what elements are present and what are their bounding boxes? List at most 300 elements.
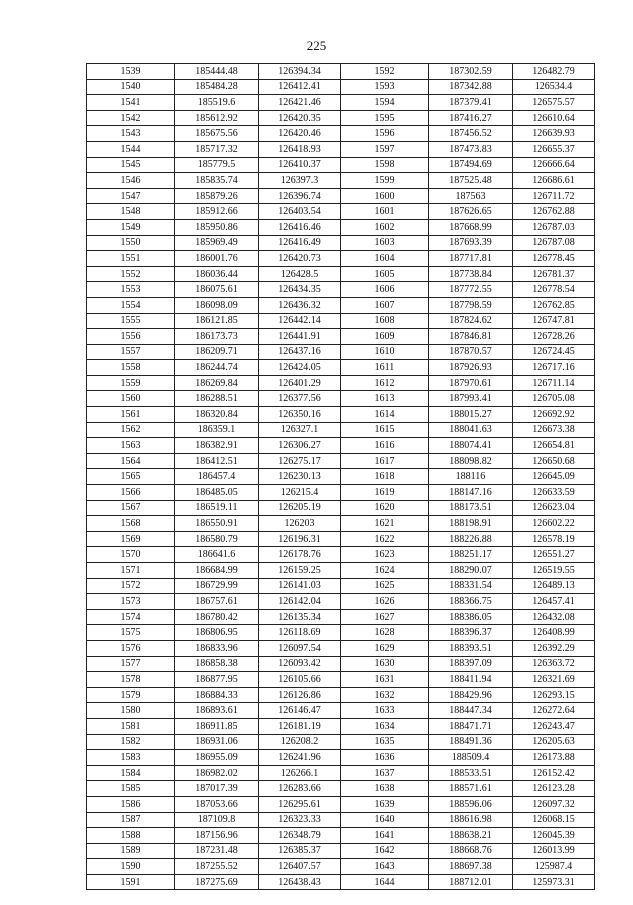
y-coordinate-cell: 126787.03: [513, 219, 595, 235]
table-row: [87, 812, 595, 828]
point-number-cell: 1611: [341, 360, 429, 376]
y-coordinate-cell: 126377.56: [259, 391, 341, 407]
x-coordinate-cell: 186641.6: [175, 547, 259, 563]
point-number-cell: 1569: [87, 531, 175, 547]
x-coordinate-cell: 187525.48: [429, 173, 513, 189]
table-row: [87, 204, 595, 220]
point-number-cell: 1586: [87, 796, 175, 812]
y-coordinate-cell: 126181.19: [259, 718, 341, 734]
point-number-cell: 1606: [341, 282, 429, 298]
x-coordinate-cell: 185675.56: [175, 126, 259, 142]
y-coordinate-cell: 126146.47: [259, 703, 341, 719]
point-number-cell: 1557: [87, 344, 175, 360]
x-coordinate-cell: 188533.51: [429, 765, 513, 781]
point-number-cell: 1607: [341, 297, 429, 313]
y-coordinate-cell: 126205.19: [259, 500, 341, 516]
page-number: 225: [306, 38, 327, 53]
point-number-cell: 1615: [341, 422, 429, 438]
table-row: [87, 578, 595, 594]
table-row: [87, 531, 595, 547]
point-number-cell: 1629: [341, 640, 429, 656]
x-coordinate-cell: 187416.27: [429, 110, 513, 126]
x-coordinate-cell: 187017.39: [175, 781, 259, 797]
x-coordinate-cell: 186288.51: [175, 391, 259, 407]
x-coordinate-cell: 187473.83: [429, 141, 513, 157]
point-number-cell: 1641: [341, 828, 429, 844]
y-coordinate-cell: 126416.46: [259, 219, 341, 235]
x-coordinate-cell: 187626.65: [429, 204, 513, 220]
x-coordinate-cell: 186858.38: [175, 656, 259, 672]
x-coordinate-cell: 187275.69: [175, 874, 259, 890]
table-row: [87, 360, 595, 376]
point-number-cell: 1600: [341, 188, 429, 204]
y-coordinate-cell: 126666.64: [513, 157, 595, 173]
table-row: [87, 297, 595, 313]
y-coordinate-cell: 126407.57: [259, 859, 341, 875]
point-number-cell: 1542: [87, 110, 175, 126]
y-coordinate-cell: 126142.04: [259, 594, 341, 610]
table-row: [87, 874, 595, 890]
point-number-cell: 1621: [341, 516, 429, 532]
point-number-cell: 1617: [341, 453, 429, 469]
y-coordinate-cell: 126421.46: [259, 95, 341, 111]
table-row: [87, 640, 595, 656]
point-number-cell: 1587: [87, 812, 175, 828]
x-coordinate-cell: 185444.48: [175, 64, 259, 80]
point-number-cell: 1592: [341, 64, 429, 80]
y-coordinate-cell: 126105.66: [259, 672, 341, 688]
point-number-cell: 1545: [87, 157, 175, 173]
point-number-cell: 1609: [341, 329, 429, 345]
x-coordinate-cell: 187563: [429, 188, 513, 204]
point-number-cell: 1603: [341, 235, 429, 251]
y-coordinate-cell: 126705.08: [513, 391, 595, 407]
x-coordinate-cell: 188668.76: [429, 843, 513, 859]
point-number-cell: 1561: [87, 407, 175, 423]
table-row: [87, 235, 595, 251]
table-row: [87, 843, 595, 859]
y-coordinate-cell: 126173.88: [513, 750, 595, 766]
point-number-cell: 1596: [341, 126, 429, 142]
y-coordinate-cell: 126578.19: [513, 531, 595, 547]
y-coordinate-cell: 126266.1: [259, 765, 341, 781]
point-number-cell: 1579: [87, 687, 175, 703]
y-coordinate-cell: 126724.45: [513, 344, 595, 360]
table-row: [87, 687, 595, 703]
y-coordinate-cell: 126482.79: [513, 64, 595, 80]
table-row: [87, 703, 595, 719]
x-coordinate-cell: 187456.52: [429, 126, 513, 142]
x-coordinate-cell: 188697.38: [429, 859, 513, 875]
point-number-cell: 1560: [87, 391, 175, 407]
x-coordinate-cell: 187342.88: [429, 79, 513, 95]
x-coordinate-cell: 186382.91: [175, 438, 259, 454]
x-coordinate-cell: 185879.26: [175, 188, 259, 204]
x-coordinate-cell: 188411.94: [429, 672, 513, 688]
table-row: [87, 859, 595, 875]
y-coordinate-cell: 126673.38: [513, 422, 595, 438]
point-number-cell: 1573: [87, 594, 175, 610]
y-coordinate-cell: 126283.66: [259, 781, 341, 797]
point-number-cell: 1570: [87, 547, 175, 563]
x-coordinate-cell: 186911.85: [175, 718, 259, 734]
x-coordinate-cell: 187053.66: [175, 796, 259, 812]
y-coordinate-cell: 126410.37: [259, 157, 341, 173]
point-number-cell: 1540: [87, 79, 175, 95]
table-row: [87, 407, 595, 423]
point-number-cell: 1638: [341, 781, 429, 797]
y-coordinate-cell: 126408.99: [513, 625, 595, 641]
x-coordinate-cell: 186519.11: [175, 500, 259, 516]
point-number-cell: 1602: [341, 219, 429, 235]
y-coordinate-cell: 126203: [259, 516, 341, 532]
y-coordinate-cell: 126519.55: [513, 563, 595, 579]
y-coordinate-cell: 126654.81: [513, 438, 595, 454]
y-coordinate-cell: 126401.29: [259, 375, 341, 391]
y-coordinate-cell: 126412.41: [259, 79, 341, 95]
table-row: [87, 188, 595, 204]
table-row: [87, 796, 595, 812]
table-row: [87, 422, 595, 438]
table-row: [87, 563, 595, 579]
table-row: [87, 375, 595, 391]
y-coordinate-cell: 126418.93: [259, 141, 341, 157]
point-number-cell: 1565: [87, 469, 175, 485]
y-coordinate-cell: 126416.49: [259, 235, 341, 251]
point-number-cell: 1551: [87, 251, 175, 267]
x-coordinate-cell: 188491.36: [429, 734, 513, 750]
x-coordinate-cell: 187109.8: [175, 812, 259, 828]
y-coordinate-cell: 126428.5: [259, 266, 341, 282]
point-number-cell: 1624: [341, 563, 429, 579]
point-number-cell: 1563: [87, 438, 175, 454]
y-coordinate-cell: 126436.32: [259, 297, 341, 313]
point-number-cell: 1618: [341, 469, 429, 485]
y-coordinate-cell: 126272.64: [513, 703, 595, 719]
y-coordinate-cell: 126551.27: [513, 547, 595, 563]
y-coordinate-cell: 125973.31: [513, 874, 595, 890]
table-row: [87, 219, 595, 235]
table-row: [87, 329, 595, 345]
point-number-cell: 1585: [87, 781, 175, 797]
x-coordinate-cell: 187255.52: [175, 859, 259, 875]
y-coordinate-cell: 126432.08: [513, 609, 595, 625]
x-coordinate-cell: 186457.4: [175, 469, 259, 485]
point-number-cell: 1620: [341, 500, 429, 516]
x-coordinate-cell: 188471.71: [429, 718, 513, 734]
y-coordinate-cell: 126097.54: [259, 640, 341, 656]
table-row: [87, 126, 595, 142]
point-number-cell: 1630: [341, 656, 429, 672]
point-number-cell: 1608: [341, 313, 429, 329]
y-coordinate-cell: 126293.15: [513, 687, 595, 703]
x-coordinate-cell: 185969.49: [175, 235, 259, 251]
y-coordinate-cell: 126135.34: [259, 609, 341, 625]
x-coordinate-cell: 187302.59: [429, 64, 513, 80]
y-coordinate-cell: 126275.17: [259, 453, 341, 469]
x-coordinate-cell: 186075.61: [175, 282, 259, 298]
x-coordinate-cell: 188386.05: [429, 609, 513, 625]
x-coordinate-cell: 186244.74: [175, 360, 259, 376]
point-number-cell: 1627: [341, 609, 429, 625]
x-coordinate-cell: 187824.62: [429, 313, 513, 329]
point-number-cell: 1628: [341, 625, 429, 641]
y-coordinate-cell: 126534.4: [513, 79, 595, 95]
point-number-cell: 1623: [341, 547, 429, 563]
table-row: [87, 656, 595, 672]
y-coordinate-cell: 126215.4: [259, 485, 341, 501]
point-number-cell: 1636: [341, 750, 429, 766]
point-number-cell: 1597: [341, 141, 429, 157]
y-coordinate-cell: 126420.46: [259, 126, 341, 142]
x-coordinate-cell: 188198.91: [429, 516, 513, 532]
point-number-cell: 1576: [87, 640, 175, 656]
y-coordinate-cell: 126385.37: [259, 843, 341, 859]
point-number-cell: 1572: [87, 578, 175, 594]
table-row: [87, 781, 595, 797]
x-coordinate-cell: 188596.06: [429, 796, 513, 812]
y-coordinate-cell: 126645.09: [513, 469, 595, 485]
y-coordinate-cell: 126437.16: [259, 344, 341, 360]
y-coordinate-cell: 126348.79: [259, 828, 341, 844]
point-number-cell: 1619: [341, 485, 429, 501]
point-number-cell: 1553: [87, 282, 175, 298]
point-number-cell: 1588: [87, 828, 175, 844]
table-row: [87, 141, 595, 157]
x-coordinate-cell: 187668.99: [429, 219, 513, 235]
point-number-cell: 1566: [87, 485, 175, 501]
table-body: [87, 64, 595, 890]
x-coordinate-cell: 186121.85: [175, 313, 259, 329]
x-coordinate-cell: 186931.06: [175, 734, 259, 750]
point-number-cell: 1640: [341, 812, 429, 828]
y-coordinate-cell: 126403.54: [259, 204, 341, 220]
y-coordinate-cell: 126711.72: [513, 188, 595, 204]
y-coordinate-cell: 126762.88: [513, 204, 595, 220]
y-coordinate-cell: 126178.76: [259, 547, 341, 563]
y-coordinate-cell: 126321.69: [513, 672, 595, 688]
point-number-cell: 1562: [87, 422, 175, 438]
point-number-cell: 1604: [341, 251, 429, 267]
table-row: [87, 516, 595, 532]
x-coordinate-cell: 185519.6: [175, 95, 259, 111]
y-coordinate-cell: 126152.42: [513, 765, 595, 781]
y-coordinate-cell: 126141.03: [259, 578, 341, 594]
point-number-cell: 1558: [87, 360, 175, 376]
y-coordinate-cell: 126396.74: [259, 188, 341, 204]
point-number-cell: 1625: [341, 578, 429, 594]
x-coordinate-cell: 188393.51: [429, 640, 513, 656]
x-coordinate-cell: 187717.81: [429, 251, 513, 267]
y-coordinate-cell: 126575.57: [513, 95, 595, 111]
y-coordinate-cell: 126442.14: [259, 313, 341, 329]
table-row: [87, 173, 595, 189]
table-row: [87, 672, 595, 688]
x-coordinate-cell: 186833.96: [175, 640, 259, 656]
x-coordinate-cell: 188429.96: [429, 687, 513, 703]
point-number-cell: 1616: [341, 438, 429, 454]
x-coordinate-cell: 185484.28: [175, 79, 259, 95]
point-number-cell: 1571: [87, 563, 175, 579]
point-number-cell: 1580: [87, 703, 175, 719]
x-coordinate-cell: 188226.88: [429, 531, 513, 547]
table-row: [87, 266, 595, 282]
table-row: [87, 547, 595, 563]
point-number-cell: 1575: [87, 625, 175, 641]
y-coordinate-cell: 126781.37: [513, 266, 595, 282]
y-coordinate-cell: 126327.1: [259, 422, 341, 438]
table-row: [87, 95, 595, 111]
x-coordinate-cell: 186173.73: [175, 329, 259, 345]
y-coordinate-cell: 126295.61: [259, 796, 341, 812]
x-coordinate-cell: 187494.69: [429, 157, 513, 173]
table-row: [87, 391, 595, 407]
point-number-cell: 1594: [341, 95, 429, 111]
table-row: [87, 157, 595, 173]
y-coordinate-cell: 126243.47: [513, 718, 595, 734]
x-coordinate-cell: 186485.05: [175, 485, 259, 501]
point-number-cell: 1637: [341, 765, 429, 781]
table-row: [87, 750, 595, 766]
x-coordinate-cell: 186884.33: [175, 687, 259, 703]
y-coordinate-cell: 126610.64: [513, 110, 595, 126]
x-coordinate-cell: 188290.07: [429, 563, 513, 579]
x-coordinate-cell: 188098.82: [429, 453, 513, 469]
table-row: [87, 625, 595, 641]
x-coordinate-cell: 185717.32: [175, 141, 259, 157]
point-number-cell: 1544: [87, 141, 175, 157]
x-coordinate-cell: 186036.44: [175, 266, 259, 282]
x-coordinate-cell: 187693.39: [429, 235, 513, 251]
point-number-cell: 1556: [87, 329, 175, 345]
y-coordinate-cell: 126323.33: [259, 812, 341, 828]
table-row: [87, 500, 595, 516]
point-number-cell: 1581: [87, 718, 175, 734]
y-coordinate-cell: 126602.22: [513, 516, 595, 532]
x-coordinate-cell: 187846.81: [429, 329, 513, 345]
point-number-cell: 1634: [341, 718, 429, 734]
table-row: [87, 453, 595, 469]
x-coordinate-cell: 186877.95: [175, 672, 259, 688]
table-row: [87, 765, 595, 781]
x-coordinate-cell: 188509.4: [429, 750, 513, 766]
x-coordinate-cell: 188041.63: [429, 422, 513, 438]
y-coordinate-cell: 126093.42: [259, 656, 341, 672]
point-number-cell: 1644: [341, 874, 429, 890]
y-coordinate-cell: 126489.13: [513, 578, 595, 594]
point-number-cell: 1543: [87, 126, 175, 142]
point-number-cell: 1599: [341, 173, 429, 189]
point-number-cell: 1584: [87, 765, 175, 781]
table-row: [87, 485, 595, 501]
x-coordinate-cell: 188074.41: [429, 438, 513, 454]
x-coordinate-cell: 186729.99: [175, 578, 259, 594]
point-number-cell: 1582: [87, 734, 175, 750]
x-coordinate-cell: 188015.27: [429, 407, 513, 423]
x-coordinate-cell: 186359.1: [175, 422, 259, 438]
y-coordinate-cell: 126639.93: [513, 126, 595, 142]
x-coordinate-cell: 186893.61: [175, 703, 259, 719]
y-coordinate-cell: 126013.99: [513, 843, 595, 859]
point-number-cell: 1642: [341, 843, 429, 859]
y-coordinate-cell: 126655.37: [513, 141, 595, 157]
point-number-cell: 1631: [341, 672, 429, 688]
x-coordinate-cell: 188116: [429, 469, 513, 485]
x-coordinate-cell: 186412.51: [175, 453, 259, 469]
x-coordinate-cell: 186780.42: [175, 609, 259, 625]
x-coordinate-cell: 185779.5: [175, 157, 259, 173]
y-coordinate-cell: 126686.61: [513, 173, 595, 189]
y-coordinate-cell: 126350.16: [259, 407, 341, 423]
y-coordinate-cell: 126434.35: [259, 282, 341, 298]
point-number-cell: 1547: [87, 188, 175, 204]
point-number-cell: 1613: [341, 391, 429, 407]
y-coordinate-cell: 126787.08: [513, 235, 595, 251]
x-coordinate-cell: 188571.61: [429, 781, 513, 797]
y-coordinate-cell: 126711.14: [513, 375, 595, 391]
y-coordinate-cell: 126778.45: [513, 251, 595, 267]
coordinates-table: [86, 63, 595, 890]
point-number-cell: 1614: [341, 407, 429, 423]
point-number-cell: 1632: [341, 687, 429, 703]
point-number-cell: 1590: [87, 859, 175, 875]
x-coordinate-cell: 186982.02: [175, 765, 259, 781]
x-coordinate-cell: 187231.48: [175, 843, 259, 859]
table-row: [87, 110, 595, 126]
x-coordinate-cell: 188147.16: [429, 485, 513, 501]
table-row: [87, 469, 595, 485]
point-number-cell: 1583: [87, 750, 175, 766]
y-coordinate-cell: 126623.04: [513, 500, 595, 516]
y-coordinate-cell: 126306.27: [259, 438, 341, 454]
x-coordinate-cell: 186209.71: [175, 344, 259, 360]
y-coordinate-cell: 126420.73: [259, 251, 341, 267]
table-row: [87, 79, 595, 95]
table-row: [87, 282, 595, 298]
x-coordinate-cell: 187870.57: [429, 344, 513, 360]
x-coordinate-cell: 188397.09: [429, 656, 513, 672]
y-coordinate-cell: 126230.13: [259, 469, 341, 485]
point-number-cell: 1539: [87, 64, 175, 80]
x-coordinate-cell: 186320.84: [175, 407, 259, 423]
y-coordinate-cell: 126397.3: [259, 173, 341, 189]
table-row: [87, 718, 595, 734]
y-coordinate-cell: 126159.25: [259, 563, 341, 579]
x-coordinate-cell: 186955.09: [175, 750, 259, 766]
point-number-cell: 1593: [341, 79, 429, 95]
x-coordinate-cell: 185612.92: [175, 110, 259, 126]
x-coordinate-cell: 186269.84: [175, 375, 259, 391]
point-number-cell: 1595: [341, 110, 429, 126]
y-coordinate-cell: 126208.2: [259, 734, 341, 750]
y-coordinate-cell: 125987.4: [513, 859, 595, 875]
y-coordinate-cell: 126097.32: [513, 796, 595, 812]
table-row: [87, 594, 595, 610]
point-number-cell: 1554: [87, 297, 175, 313]
y-coordinate-cell: 126778.54: [513, 282, 595, 298]
x-coordinate-cell: 188173.51: [429, 500, 513, 516]
point-number-cell: 1568: [87, 516, 175, 532]
x-coordinate-cell: 188331.54: [429, 578, 513, 594]
point-number-cell: 1601: [341, 204, 429, 220]
x-coordinate-cell: 188396.37: [429, 625, 513, 641]
y-coordinate-cell: 126633.59: [513, 485, 595, 501]
point-number-cell: 1589: [87, 843, 175, 859]
x-coordinate-cell: 188712.01: [429, 874, 513, 890]
x-coordinate-cell: 187970.61: [429, 375, 513, 391]
x-coordinate-cell: 186806.95: [175, 625, 259, 641]
point-number-cell: 1612: [341, 375, 429, 391]
